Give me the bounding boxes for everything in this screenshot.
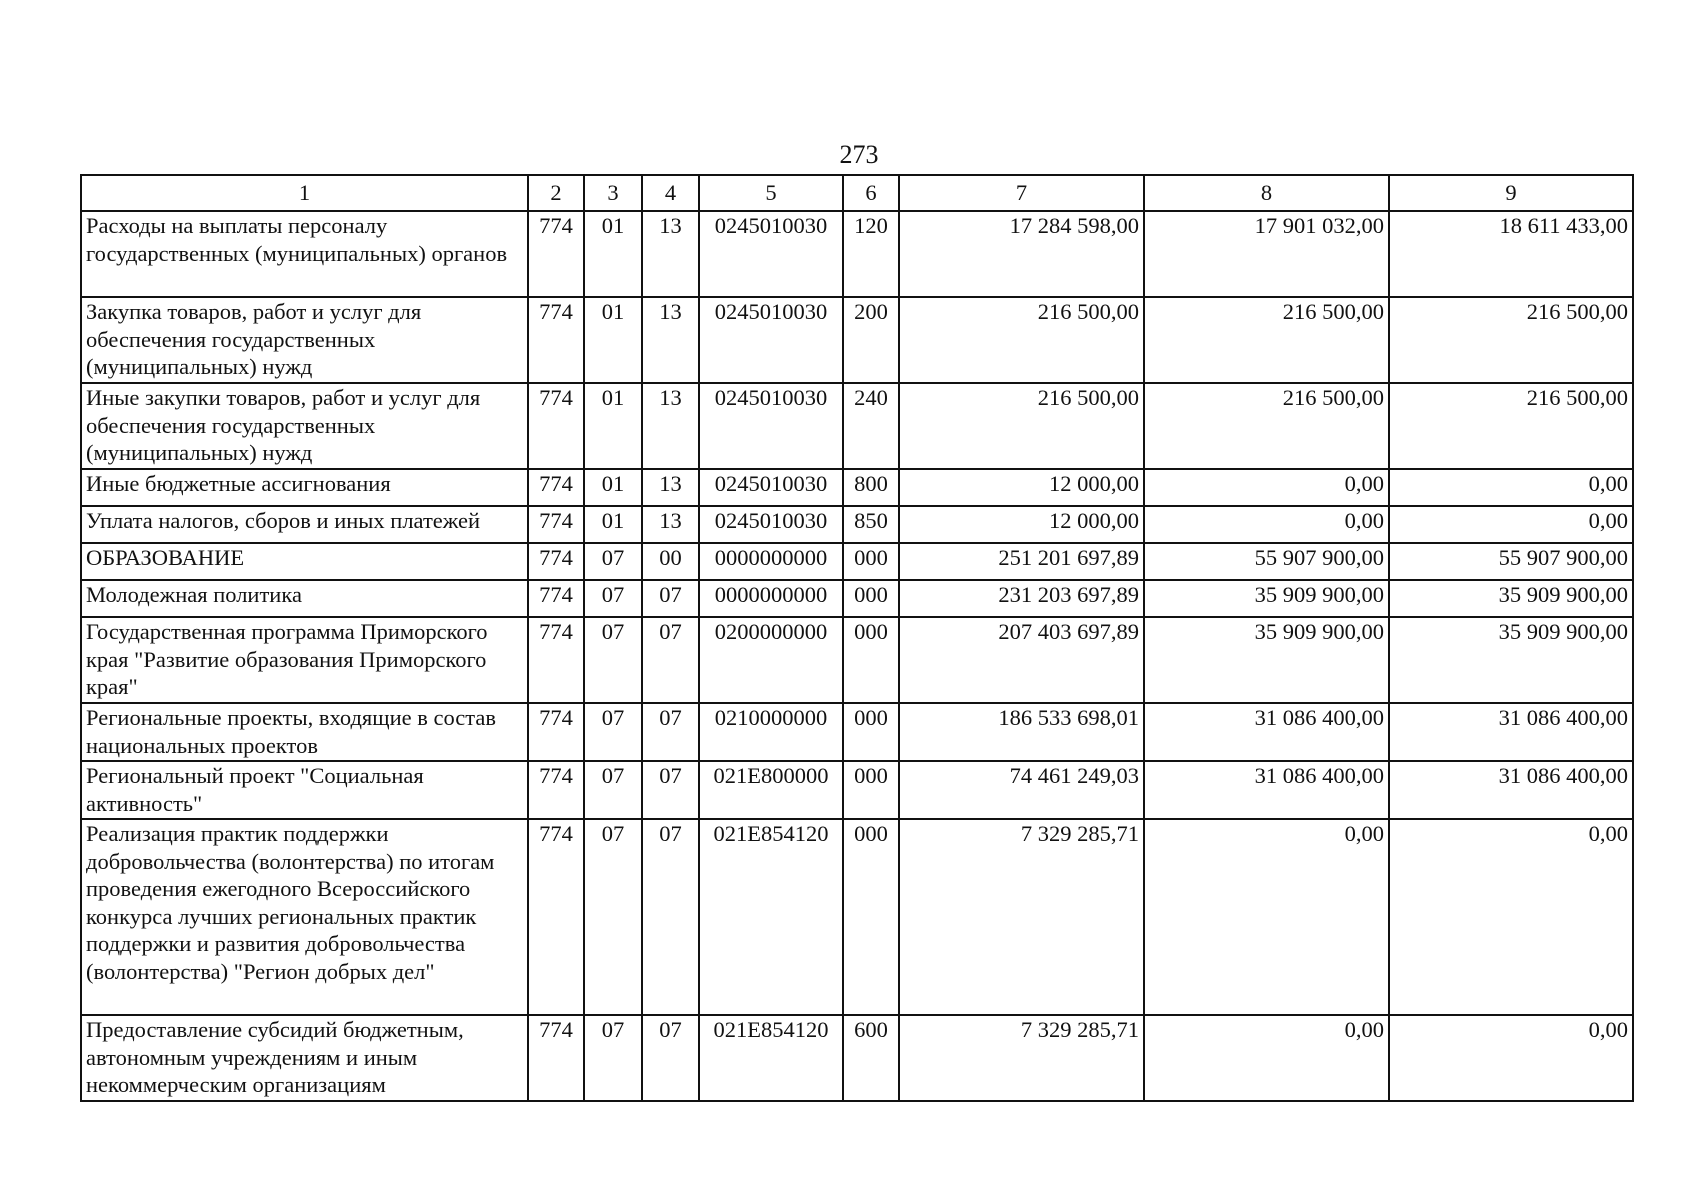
row-name: Региональный проект "Социальная активность" <box>81 761 528 819</box>
amount-col-9: 0,00 <box>1389 469 1633 506</box>
subsection-code: 00 <box>642 543 699 580</box>
target-article-code: 0000000000 <box>699 543 843 580</box>
amount-col-9: 216 500,00 <box>1389 383 1633 469</box>
budget-table <box>80 174 1634 1102</box>
subsection-code: 13 <box>642 506 699 543</box>
amount-col-7: 74 461 249,03 <box>899 761 1144 819</box>
target-article-code: 0245010030 <box>699 469 843 506</box>
row-name: Государственная программа Приморского края "Развитие образования Приморского края" <box>81 617 528 703</box>
amount-col-7: 12 000,00 <box>899 469 1144 506</box>
amount-col-7: 216 500,00 <box>899 297 1144 383</box>
section-code: 01 <box>584 506 642 543</box>
column-header: 1 <box>81 175 528 211</box>
ministry-code: 774 <box>528 506 584 543</box>
amount-col-7: 186 533 698,01 <box>899 703 1144 761</box>
table-row <box>81 543 1633 580</box>
row-name: Закупка товаров, работ и услуг для обеспечения государственных (муниципальных) нужд <box>81 297 528 383</box>
amount-col-7: 12 000,00 <box>899 506 1144 543</box>
expense-type-code: 800 <box>843 469 899 506</box>
amount-col-9: 0,00 <box>1389 819 1633 1015</box>
row-name: Иные закупки товаров, работ и услуг для обеспечения государственных (муниципальных) нужд <box>81 383 528 469</box>
target-article-code: 0245010030 <box>699 297 843 383</box>
table-row <box>81 469 1633 506</box>
amount-col-9: 35 909 900,00 <box>1389 580 1633 617</box>
section-code: 01 <box>584 297 642 383</box>
expense-type-code: 000 <box>843 703 899 761</box>
amount-col-8: 17 901 032,00 <box>1144 211 1389 297</box>
amount-col-8: 0,00 <box>1144 819 1389 1015</box>
section-code: 07 <box>584 543 642 580</box>
table-row <box>81 580 1633 617</box>
amount-col-8: 35 909 900,00 <box>1144 580 1389 617</box>
row-name: Предоставление субсидий бюджетным, автономным учреждениям и иным некоммерческим организациям <box>81 1015 528 1101</box>
table-row <box>81 819 1633 1015</box>
amount-col-8: 0,00 <box>1144 469 1389 506</box>
target-article-code: 021E800000 <box>699 761 843 819</box>
expense-type-code: 000 <box>843 617 899 703</box>
column-header: 6 <box>843 175 899 211</box>
column-header: 9 <box>1389 175 1633 211</box>
amount-col-7: 7 329 285,71 <box>899 819 1144 1015</box>
ministry-code: 774 <box>528 761 584 819</box>
amount-col-7: 207 403 697,89 <box>899 617 1144 703</box>
section-code: 07 <box>584 1015 642 1101</box>
subsection-code: 13 <box>642 383 699 469</box>
amount-col-9: 18 611 433,00 <box>1389 211 1633 297</box>
expense-type-code: 850 <box>843 506 899 543</box>
amount-col-9: 216 500,00 <box>1389 297 1633 383</box>
column-header: 8 <box>1144 175 1389 211</box>
section-code: 01 <box>584 211 642 297</box>
table-row <box>81 1015 1633 1101</box>
target-article-code: 0245010030 <box>699 506 843 543</box>
amount-col-8: 31 086 400,00 <box>1144 703 1389 761</box>
section-code: 01 <box>584 383 642 469</box>
expense-type-code: 240 <box>843 383 899 469</box>
table-row <box>81 761 1633 819</box>
amount-col-9: 0,00 <box>1389 1015 1633 1101</box>
amount-col-9: 35 909 900,00 <box>1389 617 1633 703</box>
section-code: 07 <box>584 580 642 617</box>
ministry-code: 774 <box>528 1015 584 1101</box>
column-header: 7 <box>899 175 1144 211</box>
ministry-code: 774 <box>528 819 584 1015</box>
table-row <box>81 617 1633 703</box>
subsection-code: 07 <box>642 580 699 617</box>
expense-type-code: 000 <box>843 819 899 1015</box>
row-name: Уплата налогов, сборов и иных платежей <box>81 506 528 543</box>
row-name: ОБРАЗОВАНИЕ <box>81 543 528 580</box>
ministry-code: 774 <box>528 617 584 703</box>
amount-col-8: 55 907 900,00 <box>1144 543 1389 580</box>
target-article-code: 0200000000 <box>699 617 843 703</box>
row-name: Молодежная политика <box>81 580 528 617</box>
expense-type-code: 000 <box>843 580 899 617</box>
amount-col-8: 35 909 900,00 <box>1144 617 1389 703</box>
section-code: 07 <box>584 703 642 761</box>
subsection-code: 13 <box>642 469 699 506</box>
section-code: 01 <box>584 469 642 506</box>
subsection-code: 13 <box>642 211 699 297</box>
column-number-header <box>81 175 1633 211</box>
column-header: 5 <box>699 175 843 211</box>
amount-col-7: 7 329 285,71 <box>899 1015 1144 1101</box>
amount-col-9: 0,00 <box>1389 506 1633 543</box>
row-name: Реализация практик поддержки добровольчества (волонтерства) по итогам проведения ежегодного Всероссийского конкурса лучших региональных практик поддержки и развития добровольчества (волонтерства) "Регион добрых дел" <box>81 819 528 1015</box>
section-code: 07 <box>584 761 642 819</box>
row-name: Расходы на выплаты персоналу государственных (муниципальных) органов <box>81 211 528 297</box>
column-header: 2 <box>528 175 584 211</box>
amount-col-8: 0,00 <box>1144 1015 1389 1101</box>
target-article-code: 0210000000 <box>699 703 843 761</box>
target-article-code: 021E854120 <box>699 1015 843 1101</box>
amount-col-8: 0,00 <box>1144 506 1389 543</box>
amount-col-9: 55 907 900,00 <box>1389 543 1633 580</box>
ministry-code: 774 <box>528 383 584 469</box>
section-code: 07 <box>584 617 642 703</box>
row-name: Иные бюджетные ассигнования <box>81 469 528 506</box>
amount-col-8: 216 500,00 <box>1144 383 1389 469</box>
column-header: 4 <box>642 175 699 211</box>
ministry-code: 774 <box>528 469 584 506</box>
ministry-code: 774 <box>528 543 584 580</box>
expense-type-code: 000 <box>843 543 899 580</box>
expense-type-code: 600 <box>843 1015 899 1101</box>
ministry-code: 774 <box>528 703 584 761</box>
target-article-code: 021E854120 <box>699 819 843 1015</box>
section-code: 07 <box>584 819 642 1015</box>
amount-col-9: 31 086 400,00 <box>1389 761 1633 819</box>
subsection-code: 13 <box>642 297 699 383</box>
amount-col-9: 31 086 400,00 <box>1389 703 1633 761</box>
column-header: 3 <box>584 175 642 211</box>
target-article-code: 0245010030 <box>699 211 843 297</box>
amount-col-7: 17 284 598,00 <box>899 211 1144 297</box>
subsection-code: 07 <box>642 761 699 819</box>
subsection-code: 07 <box>642 703 699 761</box>
table-row <box>81 506 1633 543</box>
amount-col-7: 216 500,00 <box>899 383 1144 469</box>
amount-col-7: 251 201 697,89 <box>899 543 1144 580</box>
page-number: 273 <box>839 140 879 169</box>
amount-col-8: 216 500,00 <box>1144 297 1389 383</box>
amount-col-8: 31 086 400,00 <box>1144 761 1389 819</box>
target-article-code: 0000000000 <box>699 580 843 617</box>
row-name: Региональные проекты, входящие в состав национальных проектов <box>81 703 528 761</box>
subsection-code: 07 <box>642 1015 699 1101</box>
table-row <box>81 703 1633 761</box>
expense-type-code: 000 <box>843 761 899 819</box>
ministry-code: 774 <box>528 211 584 297</box>
subsection-code: 07 <box>642 617 699 703</box>
ministry-code: 774 <box>528 580 584 617</box>
subsection-code: 07 <box>642 819 699 1015</box>
table-row <box>81 211 1633 297</box>
target-article-code: 0245010030 <box>699 383 843 469</box>
expense-type-code: 120 <box>843 211 899 297</box>
table-row <box>81 383 1633 469</box>
ministry-code: 774 <box>528 297 584 383</box>
amount-col-7: 231 203 697,89 <box>899 580 1144 617</box>
expense-type-code: 200 <box>843 297 899 383</box>
table-row <box>81 297 1633 383</box>
